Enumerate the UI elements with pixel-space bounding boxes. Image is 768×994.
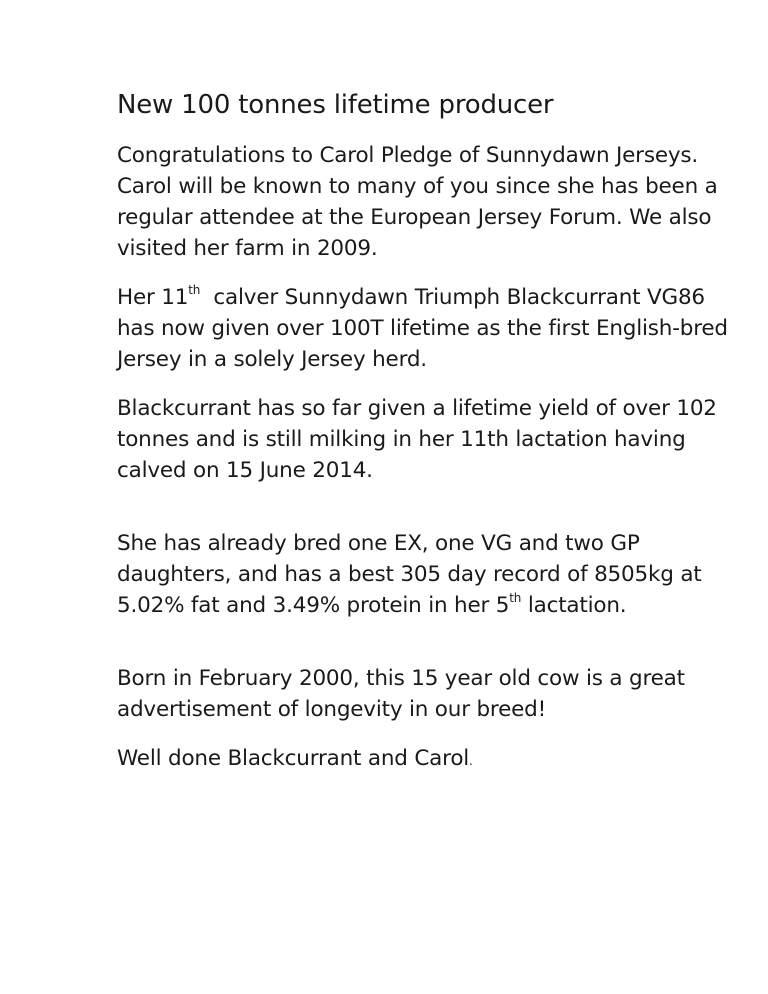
calver-post: calver Sunnydawn Triumph Blackcurrant VG86 has now given over 100T lifetime as the first English-bred Jersey in a solely Jersey herd. [117,285,735,372]
paragraph-well-done [117,743,737,777]
record-pre: She has already bred one EX, one VG and two GP daughters, and has a best 305 day record of 8505kg at 5.02% fat and 3.49% protein in her 5 [117,531,702,618]
article-title: New 100 tonnes lifetime producer [117,90,554,120]
paragraph-lifetime-yield [117,393,737,486]
paragraph-calver [117,282,737,375]
paragraph-daughters-record [117,528,737,621]
paragraph-congratulations-text: Congratulations to Carol Pledge of Sunnydawn Jerseys. Carol will be known to many of you since she has been a regular attendee at the European Jersey Forum. We also visited her farm in 2009. [117,143,718,261]
record-post: lactation. [521,593,627,618]
well-done-text: Well done Blackcurrant and Carol [117,746,470,771]
paragraph-congratulations [117,140,737,264]
document-body [117,88,737,777]
paragraph-lifetime-yield-text: Blackcurrant has so far given a lifetime yield of over 102 tonnes and is still milking in her 11th lactation having calved on 15 June 2014. [117,396,717,483]
record-ordinal-suffix: th [509,591,522,605]
well-done-period: . [469,754,473,768]
paragraph-born [117,663,737,725]
paragraph-born-text: Born in February 2000, this 15 year old cow is a great advertisement of longevity in our breed! [117,666,685,722]
calver-pre: Her 11 [117,285,189,310]
calver-ordinal-suffix: th [188,283,201,297]
